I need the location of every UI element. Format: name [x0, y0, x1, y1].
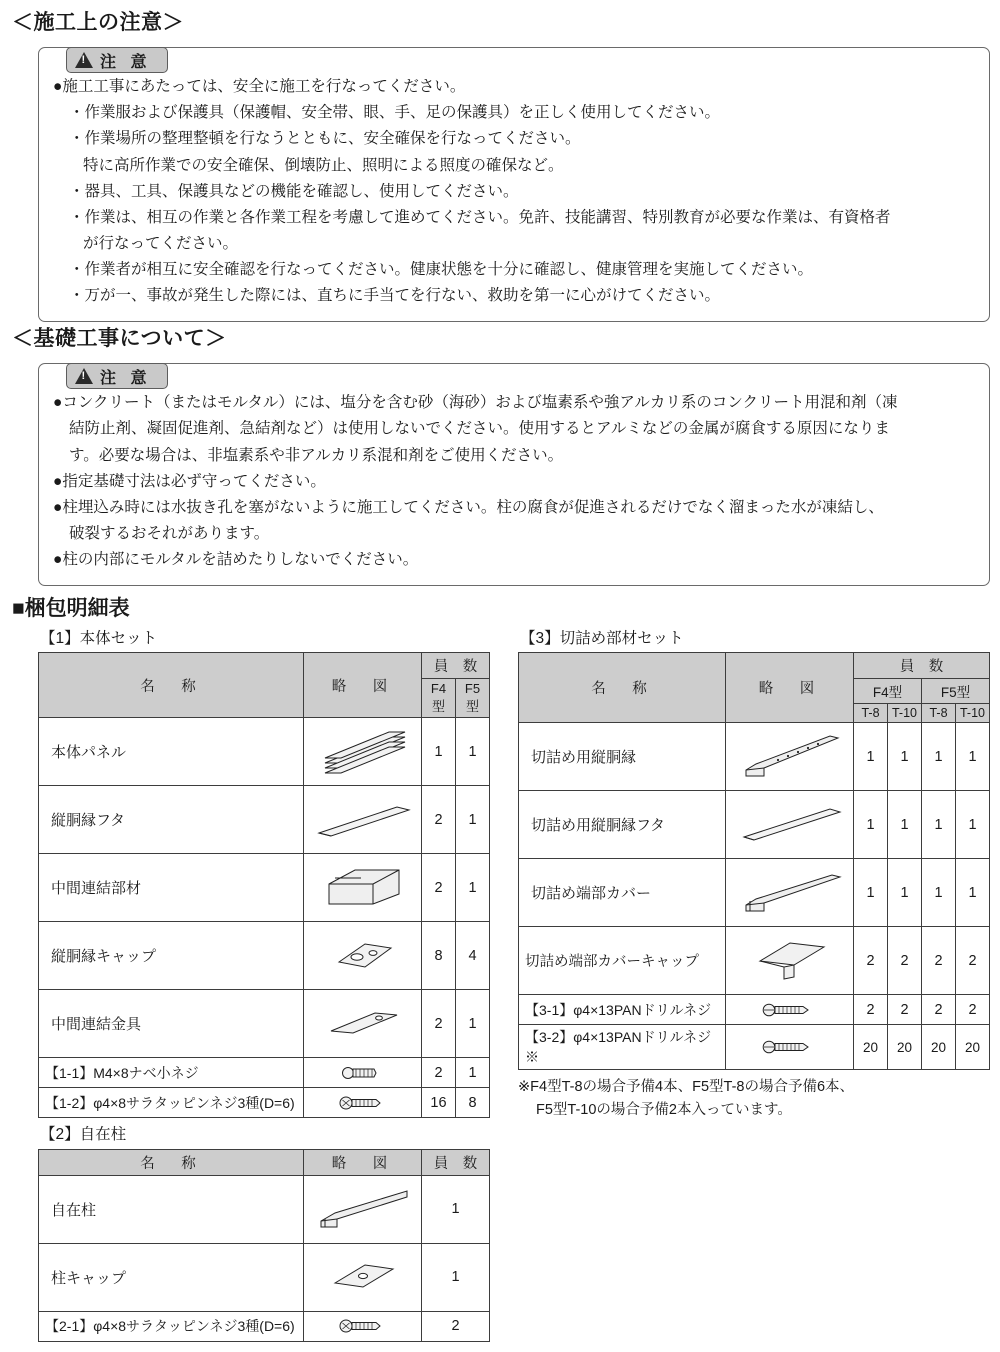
caution-line: ・器具、工具、保護具などの機能を確認し、使用してください。 [69, 182, 519, 200]
part-name: 切詰め用縦胴縁 [519, 723, 726, 791]
col-header-figure: 略 図 [726, 653, 854, 723]
qty-t10-f5: 2 [956, 927, 990, 995]
qty-f5: 1 [456, 786, 490, 854]
qty-t8-f4: 1 [854, 723, 888, 791]
long-bar-icon [304, 786, 422, 854]
set1-table [38, 652, 490, 1118]
note-line: ※F4型T-8の場合予備4本、F5型T-8の場合予備6本、 [518, 1079, 855, 1096]
col-header-qty: 員 数 [854, 653, 990, 679]
caution-line: 破裂するおそれがあります。 [69, 524, 270, 542]
caution-line: ・万が一、事故が発生した際には、直ちに手当てを行ない、救助を第一に心がけてください。 [69, 287, 721, 305]
table-row [519, 927, 990, 995]
table-row [39, 854, 490, 922]
post-cap-icon [304, 1243, 422, 1311]
qty-f4: 2 [422, 854, 456, 922]
set2-table [38, 1149, 490, 1342]
caution-line: が行なってください。 [83, 234, 239, 252]
caution-line: ●施工工事にあたっては、安全に施工を行なってください。 [53, 78, 466, 96]
part-name: 柱キャップ [39, 1243, 304, 1311]
caution-line: 特に高所作業での安全確保、倒壊防止、照明による照度の確保など。 [83, 156, 564, 174]
table-row [39, 1311, 490, 1341]
part-name: 縦胴縁キャップ [39, 922, 304, 990]
qty-f4: 16 [422, 1088, 456, 1118]
caution-line: ●柱埋込み時には水抜き孔を塞がないように施工してください。柱の腐食が促進されるだけでなく溜まった水が凍結し、 [53, 498, 884, 516]
col-header-t8-f4: T-8 [854, 704, 888, 723]
flat-bracket-icon [304, 990, 422, 1058]
table-row [519, 723, 990, 791]
table-row [519, 995, 990, 1025]
warning-triangle-icon [75, 52, 93, 68]
tapping-screw-icon [304, 1088, 422, 1118]
part-name: 自在柱 [39, 1175, 304, 1243]
caution-line: ・作業場所の整理整頓を行なうとともに、安全確保を行なってください。 [69, 130, 581, 148]
qty-t10-f5: 2 [956, 995, 990, 1025]
qty-f5: 1 [456, 718, 490, 786]
caution-line: ・作業は、相互の作業と各作業工程を考慮して進めてください。免許、技能講習、特別教育が必要な作業は、有資格者 [69, 208, 891, 226]
part-name: 切詰め端部カバー [519, 859, 726, 927]
post-channel-icon [304, 1175, 422, 1243]
col-header-t8-f5: T-8 [922, 704, 956, 723]
qty-t8-f4: 1 [854, 791, 888, 859]
part-name: 【3-1】φ4×13PANドリルネジ [519, 995, 726, 1025]
qty-f4: 8 [422, 922, 456, 990]
qty-t8-f5: 1 [922, 723, 956, 791]
set1-title: 【1】本体セット [40, 630, 158, 648]
qty-f4: 1 [422, 718, 456, 786]
qty-value: 1 [422, 1243, 490, 1311]
part-name: 【2-1】φ4×8サラタッピンネジ3種(D=6) [39, 1311, 304, 1341]
qty-f4: 2 [422, 990, 456, 1058]
qty-t8-f4: 20 [854, 1025, 888, 1070]
qty-t8-f4: 2 [854, 995, 888, 1025]
set3-title: 【3】切詰め部材セット [520, 630, 684, 648]
qty-t8-f4: 2 [854, 927, 888, 995]
channel-block-icon [304, 854, 422, 922]
note-line: F5型T-10の場合予備2本入っています。 [536, 1101, 792, 1118]
qty-t8-f5: 2 [922, 995, 956, 1025]
caution-line: ●柱の内部にモルタルを詰めたりしないでください。 [53, 551, 419, 569]
warning-triangle-icon [75, 368, 93, 384]
qty-f5: 4 [456, 922, 490, 990]
col-header-figure: 略 図 [304, 653, 422, 718]
caution-line: ・作業服および保護具（保護帽、安全帯、眼、手、足の保護具）を正しく使用してください。 [69, 104, 721, 122]
qty-t10-f4: 20 [888, 1025, 922, 1070]
qty-t10-f4: 1 [888, 859, 922, 927]
caution-label: 注 意 [100, 369, 152, 387]
table-row [39, 786, 490, 854]
section-heading-foundation: ＜基礎工事について＞ [12, 327, 227, 351]
qty-t8-f5: 20 [922, 1025, 956, 1070]
drill-screw-icon [726, 1025, 854, 1070]
part-name: 中間連結部材 [39, 854, 304, 922]
pan-screw-icon [304, 1058, 422, 1088]
qty-value: 2 [422, 1311, 490, 1341]
set3-table [518, 652, 990, 1070]
qty-t10-f4: 1 [888, 791, 922, 859]
caution-label: 注 意 [100, 53, 152, 71]
drill-screw-icon [726, 995, 854, 1025]
cut-furring-cover-icon [726, 791, 854, 859]
part-name: 【3-2】φ4×13PANドリルネジ※ [519, 1025, 726, 1070]
col-header-type-f5: F5型 [456, 679, 490, 718]
qty-f5: 1 [456, 990, 490, 1058]
part-name: 切詰め端部カバーキャップ [519, 927, 726, 995]
qty-t10-f4: 1 [888, 723, 922, 791]
part-name: 【1-1】M4×8ナベ小ネジ [39, 1058, 304, 1088]
section-heading-packing: ■梱包明細表 [12, 597, 130, 621]
col-header-qty: 員 数 [422, 653, 490, 679]
part-name: 【1-2】φ4×8サラタッピンネジ3種(D=6) [39, 1088, 304, 1118]
qty-value: 1 [422, 1175, 490, 1243]
part-name: 縦胴縁フタ [39, 786, 304, 854]
qty-t8-f5: 2 [922, 927, 956, 995]
table-row [39, 1243, 490, 1311]
qty-f4: 2 [422, 1058, 456, 1088]
col-header-type-f4: F4型 [854, 679, 922, 704]
table-row [39, 1058, 490, 1088]
col-header-type-f4: F4型 [422, 679, 456, 718]
qty-t8-f5: 1 [922, 791, 956, 859]
table-row [519, 859, 990, 927]
table-row [39, 922, 490, 990]
qty-t10-f5: 1 [956, 723, 990, 791]
col-header-name: 名 称 [39, 1149, 304, 1175]
packing-column-left [38, 629, 490, 1341]
caution-line: す。必要な場合は、非塩素系や非アルカリ系混和剤をご使用ください。 [69, 446, 564, 464]
col-header-name: 名 称 [519, 653, 726, 723]
caution-line: 結防止剤、凝固促進剤、急結剤など）は使用しないでください。使用するとアルミなどの金属が腐食する原因になりま [69, 420, 890, 438]
part-name: 本体パネル [39, 718, 304, 786]
qty-t10-f4: 2 [888, 995, 922, 1025]
table-row [39, 718, 490, 786]
caution-body [38, 363, 990, 586]
qty-f5: 1 [456, 854, 490, 922]
caution-line: ・作業者が相互に安全確認を行なってください。健康状態を十分に確認し、健康管理を実施してください。 [69, 260, 814, 278]
col-header-t10-f4: T-10 [888, 704, 922, 723]
table-row [39, 990, 490, 1058]
qty-f5: 8 [456, 1088, 490, 1118]
qty-f5: 1 [456, 1058, 490, 1088]
qty-t8-f5: 1 [922, 859, 956, 927]
qty-t8-f4: 1 [854, 859, 888, 927]
caution-block-construction [38, 47, 990, 322]
end-cover-icon [726, 859, 854, 927]
table-row [519, 1025, 990, 1070]
section-heading-construction: ＜施工上の注意＞ [12, 11, 184, 34]
tapping-screw-icon [304, 1311, 422, 1341]
set3-note [518, 1076, 990, 1121]
col-header-type-f5: F5型 [922, 679, 990, 704]
qty-t10-f5: 1 [956, 791, 990, 859]
qty-t10-f5: 20 [956, 1025, 990, 1070]
end-cover-cap-icon [726, 927, 854, 995]
part-name: 切詰め用縦胴縁フタ [519, 791, 726, 859]
caution-line: ●指定基礎寸法は必ず守ってください。 [53, 472, 326, 490]
qty-f4: 2 [422, 786, 456, 854]
packing-column-right [518, 629, 990, 1121]
qty-t10-f4: 2 [888, 927, 922, 995]
cut-furring-icon [726, 723, 854, 791]
col-header-figure: 略 図 [304, 1149, 422, 1175]
panel-stack-icon [304, 718, 422, 786]
table-row [519, 791, 990, 859]
table-row [39, 1175, 490, 1243]
caution-block-foundation [38, 363, 990, 586]
set2-title: 【2】自在柱 [40, 1126, 127, 1144]
caution-line: ●コンクリート（またはモルタル）には、塩分を含む砂（海砂）および塩素系や強アルカリ系のコンクリート用混和剤（凍 [53, 394, 898, 412]
table-row [39, 1088, 490, 1118]
col-header-qty: 員 数 [422, 1149, 490, 1175]
caution-body [38, 47, 990, 322]
caution-tab [66, 363, 168, 389]
col-header-name: 名 称 [39, 653, 304, 718]
cap-plate-icon [304, 922, 422, 990]
part-name: 中間連結金具 [39, 990, 304, 1058]
col-header-t10-f5: T-10 [956, 704, 990, 723]
caution-tab [66, 47, 168, 73]
qty-t10-f5: 1 [956, 859, 990, 927]
